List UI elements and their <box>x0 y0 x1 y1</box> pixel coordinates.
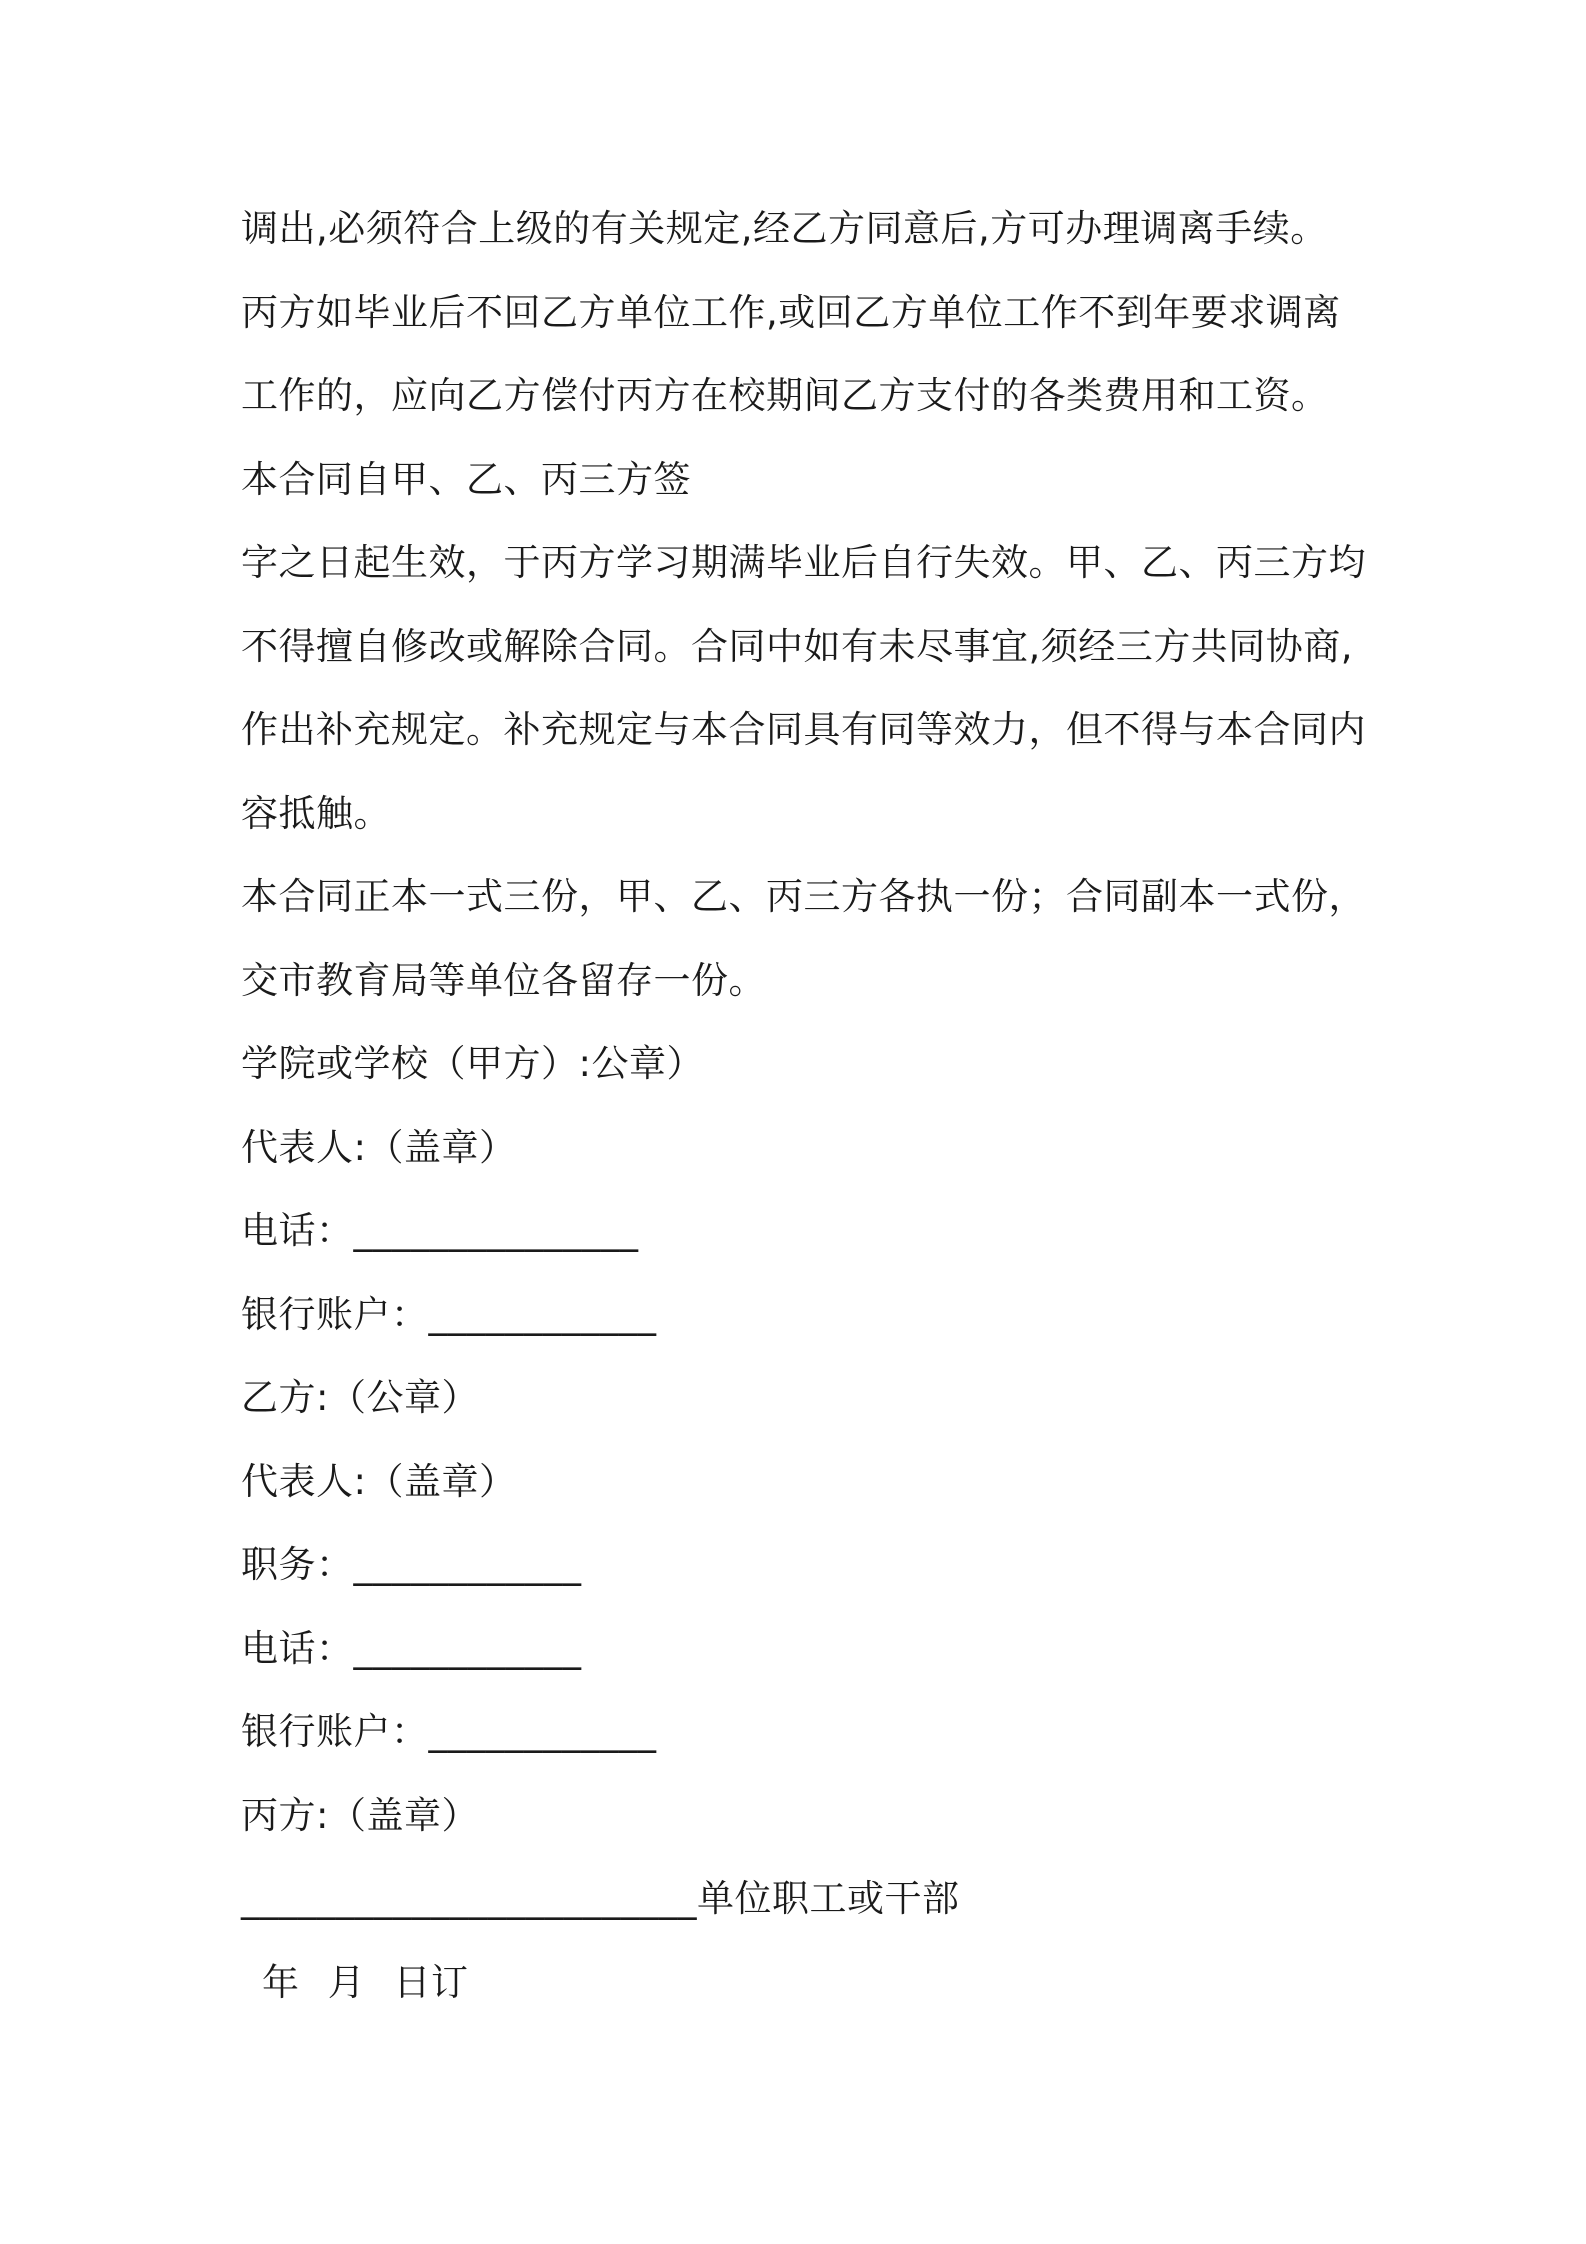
contract-text-line: 字之日起生效，于丙方学习期满毕业后自行失效。甲、乙、丙三方均 <box>241 541 1366 584</box>
party-b-label: 乙方:（公章） <box>241 1376 479 1419</box>
contract-text-line: 调出,必须符合上级的有关规定,经乙方同意后,方可办理调离手续。 <box>241 207 1328 250</box>
party-b-bank-account-field: 银行账户：____________ <box>241 1710 657 1753</box>
contract-text-line: 不得擅自修改或解除合同。合同中如有未尽事宜,须经三方共同协商, <box>241 625 1354 668</box>
party-b-representative: 代表人:（盖章） <box>241 1460 517 1503</box>
party-b-position-field: 职务：____________ <box>241 1543 582 1586</box>
contract-text-line: 工作的，应向乙方偿付丙方在校期间乙方支付的各类费用和工资。 <box>241 374 1329 417</box>
contract-text-line: 交市教育局等单位各留存一份。 <box>241 959 766 1002</box>
party-a-phone-field: 电话：_______________ <box>241 1209 639 1252</box>
party-a-bank-account-field: 银行账户：____________ <box>241 1293 657 1336</box>
contract-text-line: 作出补充规定。补充规定与本合同具有同等效力，但不得与本合同内 <box>241 708 1366 751</box>
contract-text-line: 本合同正本一式三份，甲、乙、丙三方各执一份；合同副本一式份， <box>241 875 1366 918</box>
party-c-employer-field: ________________________单位职工或干部 <box>241 1877 960 1920</box>
party-c-label: 丙方:（盖章） <box>241 1794 479 1837</box>
contract-text-line: 丙方如毕业后不回乙方单位工作,或回乙方单位工作不到年要求调离 <box>241 291 1341 334</box>
party-b-phone-field: 电话：____________ <box>241 1627 582 1670</box>
contract-text-line: 容抵触。 <box>241 792 391 835</box>
party-a-representative: 代表人:（盖章） <box>241 1126 517 1169</box>
signing-date-line: 年 月 日订 <box>262 1961 469 2004</box>
contract-text-line: 本合同自甲、乙、丙三方签 <box>241 458 691 501</box>
party-a-label: 学院或学校（甲方）:公章） <box>241 1042 704 1085</box>
